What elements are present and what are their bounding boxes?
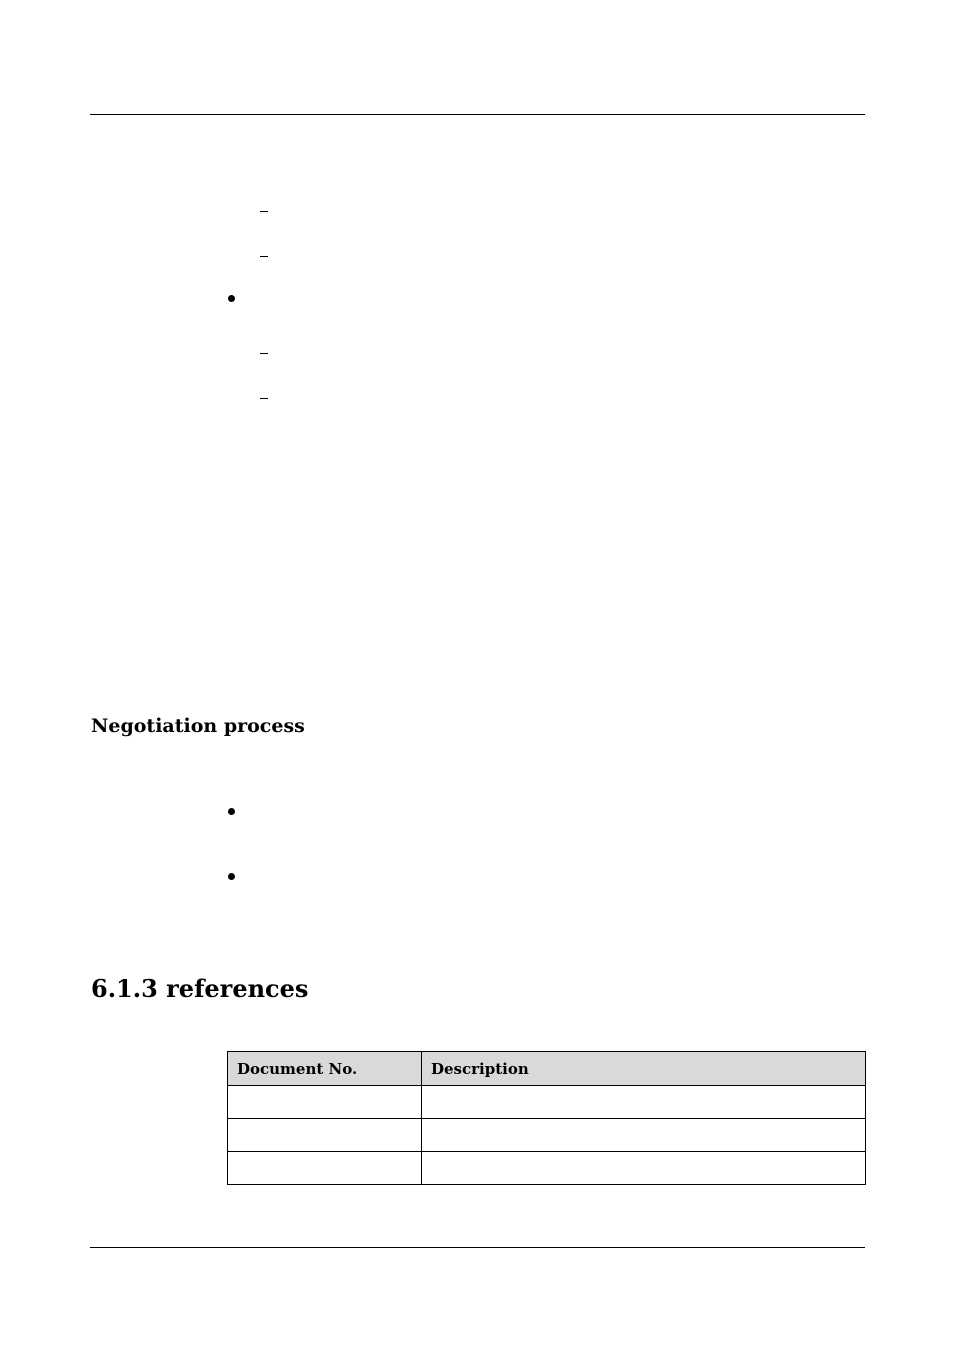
table-cell: [228, 1086, 422, 1119]
list-bullet: [228, 873, 235, 880]
table-cell: [422, 1119, 866, 1152]
table-row: [228, 1152, 866, 1185]
list-bullet: [228, 808, 235, 815]
header-rule: [90, 114, 865, 115]
column-header-description: Description: [422, 1052, 866, 1086]
references-table: [227, 1051, 866, 1185]
sub-list-dash: [260, 256, 268, 257]
sub-list-dash: [260, 353, 268, 354]
sub-list-dash: [260, 211, 268, 212]
table-row: [228, 1119, 866, 1152]
table-cell: [422, 1086, 866, 1119]
references-heading: 6.1.3 references: [91, 974, 309, 1003]
table-cell: [228, 1152, 422, 1185]
table-cell: [422, 1152, 866, 1185]
table-cell: [228, 1119, 422, 1152]
column-header-document-no: Document No.: [228, 1052, 422, 1086]
list-bullet: [228, 295, 235, 302]
sub-list-dash: [260, 398, 268, 399]
negotiation-process-heading: Negotiation process: [91, 715, 305, 737]
table-header-row: [228, 1052, 866, 1086]
footer-rule: [90, 1247, 865, 1248]
table-row: [228, 1086, 866, 1119]
